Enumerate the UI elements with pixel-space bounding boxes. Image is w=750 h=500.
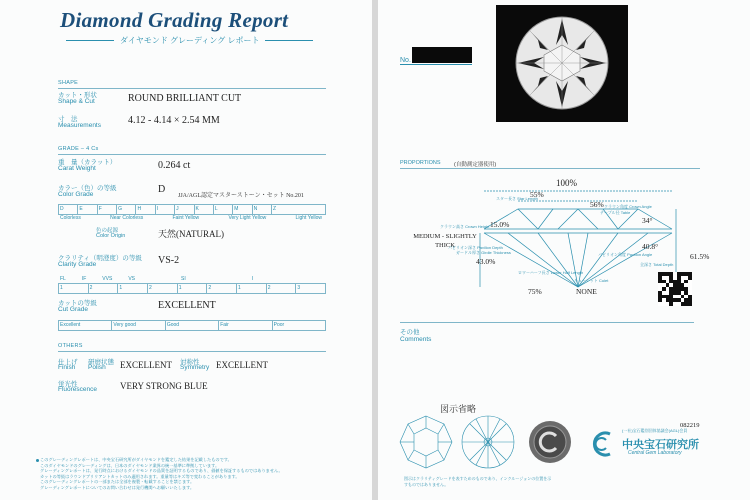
report-number: 082219 [680, 422, 700, 429]
carat-value: 0.264 ct [158, 160, 191, 171]
color-scale-cell: H [136, 205, 155, 214]
clarity-cell: 3 [297, 285, 301, 291]
comments-label-en: Comments [400, 336, 432, 343]
clarity-cell: 2 [267, 284, 297, 293]
carat-label-jp: 重 量（カラット） [58, 159, 117, 166]
culet-value: NONE [576, 287, 597, 296]
color-scale-cell: F [98, 205, 117, 214]
qr-module [688, 302, 692, 306]
diamond-photo [496, 5, 628, 122]
footnote: このダイヤモンドのグレーディングは、日本のダイヤモンド業界の統一基準に準拠しています。 [40, 462, 220, 468]
divider [400, 168, 700, 169]
shape-label-jp: カット・形状 [58, 92, 97, 99]
cut-label-en: Cut Grade [58, 306, 88, 313]
crown-angle-value: 34° [642, 216, 653, 225]
color-value: D [158, 184, 166, 195]
cut-cell: Very good [112, 321, 165, 330]
crown-angle-label: クラウン角度 Crown Angle [604, 204, 652, 209]
color-scale-cell: Z [272, 206, 277, 212]
footnote: このグレーディングレポートの一部または全部を複製・転載することを禁じます。 [40, 479, 195, 485]
table-value: 56% [590, 200, 604, 209]
measurements-label-jp: 寸 法 [58, 116, 78, 123]
report-subtitle: ダイヤモンド グレーディング レポート [60, 35, 315, 46]
color-scale-cell: D [59, 205, 78, 214]
clarity-group: FL [60, 276, 66, 282]
org-name-jp: 中央宝石研究所 [622, 439, 699, 451]
cut-cell: Good [166, 321, 219, 330]
fluorescence-label-jp: 蛍光性 [58, 381, 78, 388]
clarity-scale [58, 283, 326, 294]
report-no-label: No. [400, 57, 472, 65]
cut-value: EXCELLENT [158, 300, 216, 311]
color-scale [58, 204, 326, 215]
clarity-group: SI [180, 276, 186, 282]
section-grade: GRADE – 4 Cs [58, 146, 99, 152]
clarity-cell: 2 [207, 284, 237, 293]
divider [58, 351, 326, 352]
girdle-value: MEDIUM - SLIGHTLY THICK [413, 233, 477, 249]
color-master-note: JJA/AGL認定マスターストーン・セット No.201 [178, 193, 304, 199]
divider [400, 322, 694, 323]
clarity-group: VVS [102, 276, 113, 282]
clarity-value: VS-2 [158, 255, 180, 266]
cut-cell: Excellent [59, 321, 112, 330]
finish-label-jp: 仕上げ [58, 359, 78, 366]
crown-height-label: クラウン高さ Crown Height [440, 224, 490, 229]
footnote: グレーディングレポートについてのお問い合わせは発行機関へお願いいたします。 [40, 484, 195, 490]
report-right-page [378, 0, 750, 500]
polish-label-jp: 研磨状態 [88, 359, 114, 366]
table-label: テーブル径 Table [600, 210, 631, 215]
divider [58, 154, 326, 155]
cgl-seal-icon [528, 420, 572, 464]
scale-word: Colorless [60, 215, 81, 221]
symbols-omitted-label: 図示省略 [440, 404, 477, 414]
clarity-plot-note: 図示はクラリティグレードを表すためのものであり、インクルージョンの位置を示すものではありません。 [404, 476, 552, 487]
origin-label-jp: 色の起源 [96, 228, 119, 234]
lower-half-value: 75% [528, 287, 542, 296]
clarity-plot-diagram [396, 412, 516, 472]
culet-label: キューレット Culet [574, 278, 609, 283]
clarity-group: IF [81, 276, 87, 282]
star-length-value: 55% [530, 190, 544, 199]
report-title: Diamond Grading Report [60, 8, 289, 32]
diamond-photo-image [496, 5, 628, 122]
color-scale-cell: G [117, 205, 136, 214]
clarity-group: VS [128, 276, 135, 282]
fluorescence-value: VERY STRONG BLUE [120, 381, 208, 391]
scale-word: Light Yellow [295, 215, 322, 221]
shape-label-en: Shape & Cut [58, 98, 95, 105]
org-name-en: Central Gem Laboratory [628, 450, 682, 456]
measurements-label-en: Measurements [58, 122, 101, 129]
lower-half-label: ロワーハーフ長さ Lower Half Length [518, 270, 584, 275]
redacted-number [412, 47, 472, 63]
color-label-en: Color Grade [58, 191, 94, 198]
measurements-value: 4.12 - 4.14 × 2.54 MM [128, 115, 220, 126]
color-scale-cell: E [78, 205, 97, 214]
cut-label-jp: カットの等級 [58, 300, 97, 307]
polish-label-en: Polish [88, 364, 106, 371]
cut-cell: Fair [219, 321, 272, 330]
fluorescence-label-en: Fluorescence [58, 386, 98, 393]
clarity-cell: 1 [178, 284, 208, 293]
star-length-label: スター長さ Star Length [496, 196, 538, 201]
section-others: OTHERS [58, 343, 83, 349]
color-label-jp: カラー（色）の等級 [58, 185, 117, 192]
color-scale-cell: L [214, 205, 233, 214]
clarity-cell: 1 [237, 284, 267, 293]
origin-label-en: Color Origin [96, 233, 126, 239]
footnotes [40, 457, 370, 491]
polish-value: EXCELLENT [120, 360, 172, 370]
footnote: グレーディングレポートは、発行時点におけるダイヤモンドの品質を証明するものであり、価値を保証するものではありません。 [40, 468, 283, 474]
girdle-label: ガードル厚さ Girdle Thickness [456, 250, 511, 255]
clarity-cell: 2 [89, 284, 119, 293]
clarity-scale-groups [60, 276, 322, 282]
crown-height-value: 15.0% [490, 220, 510, 229]
clarity-cell: 1 [118, 284, 148, 293]
color-scale-words [60, 215, 322, 221]
total-depth-label: 全深さ Total Depth [640, 262, 674, 267]
clarity-cell: 2 [148, 284, 178, 293]
scale-word: Very Light Yellow [228, 215, 267, 221]
footnote: カットの等級はラウンドブリリアントカットのみ適用されます。重量等はキズ等で変わることがあります。 [40, 473, 240, 479]
proportions-label: PROPORTIONS [400, 160, 441, 166]
color-scale-cell: I [156, 205, 175, 214]
report-left-page [0, 0, 372, 500]
total-depth-value: 61.5% [690, 252, 710, 261]
clarity-group: I [251, 276, 254, 282]
symmetry-value: EXCELLENT [216, 360, 268, 370]
shape-value: ROUND BRILLIANT CUT [128, 93, 242, 104]
org-membership: (一社)宝石鑑別団体協議会(AGL)会員 [622, 428, 688, 433]
clarity-label-en: Clarity Grade [58, 261, 97, 268]
finish-label-en: Finish [58, 364, 76, 371]
proportions-note: (自動測定器使用) [454, 162, 497, 168]
carat-label-en: Carat Weight [58, 165, 96, 172]
clarity-cell: 1 [59, 284, 89, 293]
section-shape: SHAPE [58, 80, 79, 86]
pavilion-depth-label: パビリオン深さ Pavilion Depth [448, 245, 503, 250]
clarity-label-jp: クラリティ（明澄度）の等級 [58, 255, 142, 262]
footnote-bullet [36, 459, 39, 462]
color-scale-cell: J [175, 205, 194, 214]
total-diameter-value: 100% [556, 178, 577, 188]
comments-label-jp: その他 [400, 329, 420, 336]
scale-word: Faint Yellow [172, 215, 200, 221]
pavilion-angle-label: パビリオン角度 Pavilion Angle [598, 252, 653, 257]
color-scale-cell: K [195, 205, 214, 214]
color-scale-cell: N [253, 205, 272, 214]
pavilion-angle-value: 40.8° [642, 242, 659, 251]
cut-scale [58, 320, 326, 331]
pavilion-depth-value: 43.0% [476, 257, 496, 266]
divider [58, 88, 326, 89]
footnote: このグレーディングレポートは、中央宝石研究所がダイヤモンドを鑑定した結果を記載したものです。 [40, 457, 232, 462]
symmetry-label-en: Symmetry [180, 364, 210, 371]
scale-word: Near Colorless [110, 215, 144, 221]
origin-value: 天然(NATURAL) [158, 229, 224, 239]
symmetry-label-jp: 対称性 [180, 359, 200, 366]
qr-code [658, 272, 692, 306]
color-scale-cell: M [233, 205, 252, 214]
cgl-logo-icon [590, 428, 618, 460]
cut-cell: Poor [273, 322, 285, 328]
